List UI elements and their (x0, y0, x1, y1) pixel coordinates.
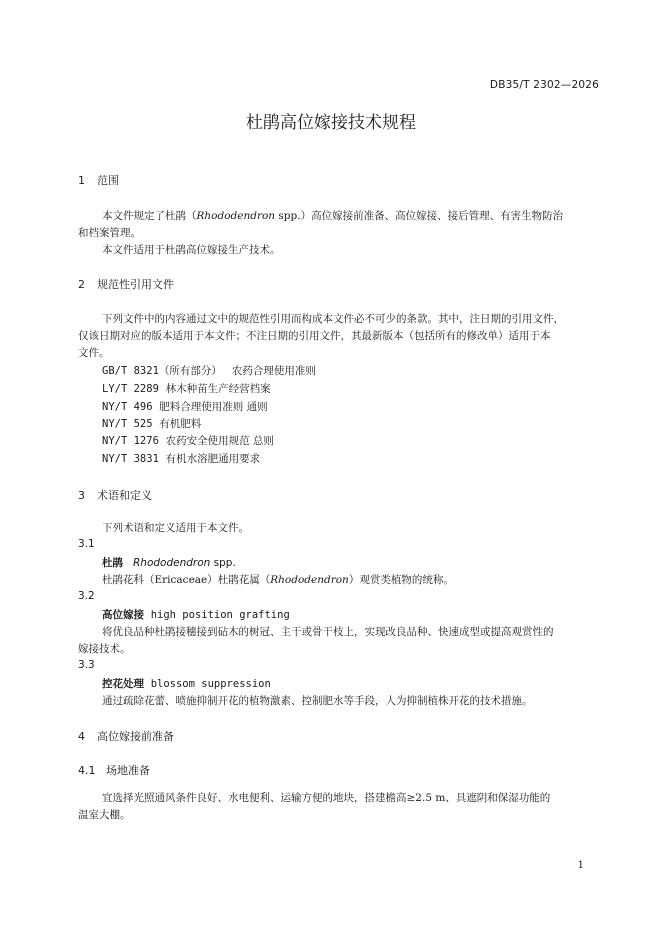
section-2-heading (78, 276, 174, 292)
subsection-4-1-heading (78, 762, 150, 778)
s1-paragraph-1-line-1 (102, 208, 563, 223)
term-zh: 控花处理 (102, 678, 144, 690)
text-run: ）观赏类植物的统称。 (348, 574, 454, 586)
term-latin: Rhododendron (133, 557, 211, 569)
subsection-number: 4.1 (78, 764, 96, 777)
term-en: high position grafting (150, 609, 290, 621)
s3-intro: 下列术语和定义适用于本文件。 (102, 522, 249, 534)
s4-1-paragraph-line-2: 温室大棚。 (78, 809, 131, 821)
s2-paragraph-line-1: 下列文件中的内容通过文中的规范性引用而构成本文件必不可少的条款。其中，注日期的引用文件， (102, 313, 564, 325)
term-3-2 (102, 607, 290, 622)
term-number: 3.3 (78, 659, 95, 671)
s1-paragraph-2: 本文件适用于杜鹃高位嫁接生产技术。 (102, 244, 281, 256)
reference-name: 农药安全使用规范 总则 (165, 435, 274, 447)
standard-number: DB35/T 2302—2026 (489, 79, 599, 91)
text-run: 杜鹃花科（Ericaceae）杜鹃花属（ (102, 574, 271, 586)
reference-code: NY/T 496 (102, 401, 153, 413)
section-title: 高位嫁接前准备 (97, 730, 174, 743)
s2-paragraph-line-2: 仅该日期对应的版本适用于本文件；不注日期的引用文件，其最新版本（包括所有的修改单）适用于本 (78, 330, 551, 342)
term-3-1-definition (102, 572, 454, 587)
section-number: 4 (78, 730, 85, 743)
reference-item (102, 363, 316, 378)
subsection-title: 场地准备 (106, 764, 150, 777)
reference-code: GB/T 8321（所有部分） (102, 365, 222, 377)
reference-code: LY/T 2289 (102, 383, 159, 395)
reference-code: NY/T 525 (102, 418, 153, 430)
page-number: 1 (577, 860, 584, 871)
reference-item (102, 399, 268, 414)
section-4-heading (78, 728, 174, 744)
section-number: 2 (78, 278, 85, 291)
reference-code: NY/T 3831 (102, 453, 159, 465)
s4-1-paragraph-line-1: 宜选择光照通风条件良好、水电便利、运输方便的地块，搭建檐高≥2.5 m、具遮阴和保湿功能的 (102, 792, 551, 804)
section-title: 规范性引用文件 (97, 278, 174, 291)
term-en: blossom suppression (150, 678, 271, 690)
term-en: spp. (210, 557, 236, 569)
reference-item (102, 451, 260, 466)
section-3-heading (78, 487, 152, 503)
term-3-3 (102, 676, 271, 691)
s1-paragraph-1-line-2: 和档案管理。 (78, 227, 141, 239)
term-3-2-definition-line-1: 将优良品种杜鹃接穗接到砧木的树冠、主干或骨干枝上，实现改良品种、快速成型或提高观赏性的 (102, 626, 554, 638)
reference-item (102, 381, 271, 396)
reference-name: 农药合理使用准则 (231, 365, 316, 377)
term-number: 3.1 (78, 538, 95, 550)
reference-name: 有机肥料 (159, 418, 202, 430)
reference-item (102, 433, 274, 448)
term-zh: 高位嫁接 (102, 609, 144, 621)
document-title: 杜鹃高位嫁接技术规程 (246, 113, 416, 133)
section-title: 术语和定义 (97, 489, 152, 502)
latin-name: Rhododendron (270, 574, 349, 586)
section-title: 范围 (97, 174, 119, 187)
term-3-1 (102, 555, 236, 570)
term-3-2-definition-line-2: 嫁接技术。 (78, 643, 131, 655)
term-zh: 杜鹃 (102, 557, 123, 569)
reference-code: NY/T 1276 (102, 435, 159, 447)
section-number: 3 (78, 489, 85, 502)
latin-name: Rhododendron (196, 210, 276, 222)
s2-paragraph-line-3: 文件。 (78, 347, 110, 359)
section-1-heading (78, 172, 119, 188)
reference-item (102, 416, 201, 431)
reference-name: 有机水溶肥通用要求 (165, 453, 261, 465)
reference-name: 肥料合理使用准则 通则 (159, 401, 268, 413)
section-number: 1 (78, 174, 85, 187)
term-number: 3.2 (78, 590, 95, 602)
term-3-3-definition: 通过疏除花蕾、喷施抑制开花的植物激素、控制肥水等手段，人为抑制植株开花的技术措施。 (102, 695, 533, 707)
text-run: spp.）高位嫁接前准备、高位嫁接、接后管理、有害生物防治 (275, 210, 564, 222)
text-run: 本文件规定了杜鹃（ (102, 210, 197, 222)
reference-name: 林木种苗生产经营档案 (165, 383, 271, 395)
